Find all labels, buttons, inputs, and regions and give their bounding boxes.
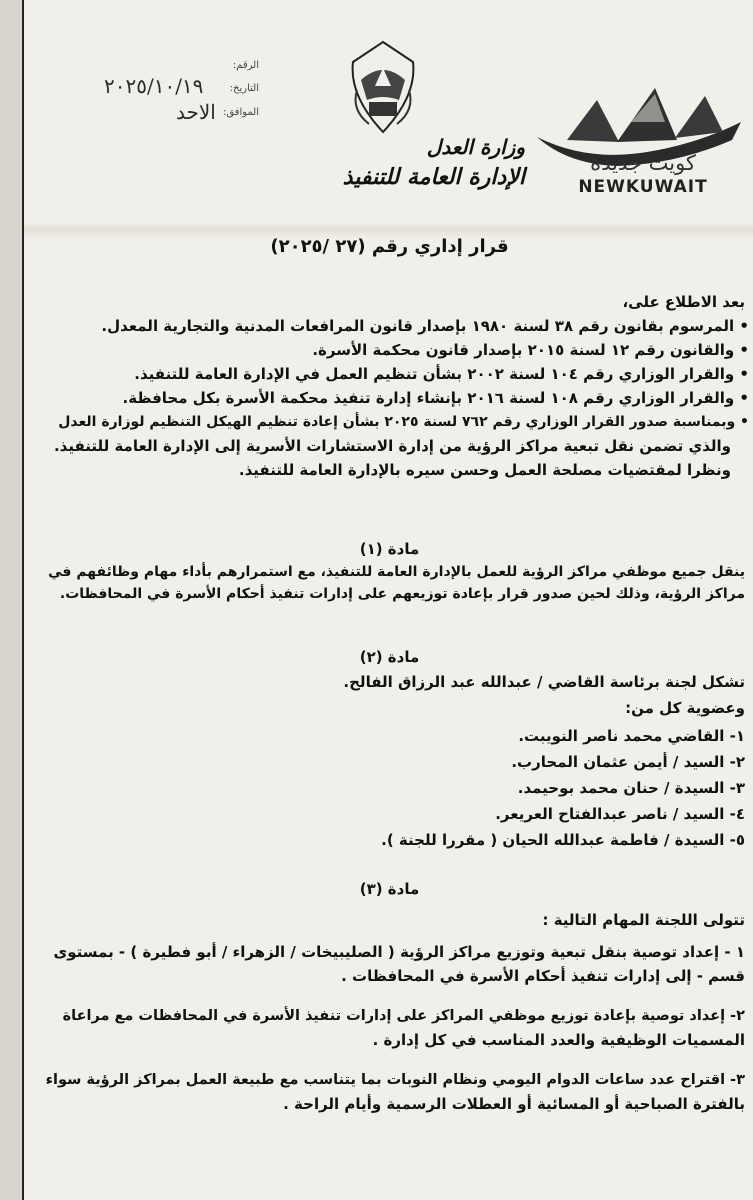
- handwritten-date: ٢٠٢٥/١٠/١٩: [104, 74, 204, 98]
- committee-member: ٤- السيد / ناصر عبدالفتاح العريعر.: [495, 805, 745, 823]
- corresponding-label: الموافق:: [222, 107, 259, 118]
- preamble-line: ونظرا لمقتضيات مصلحة العمل وحسن سيره بالإدارة العامة للتنفيذ.: [238, 461, 731, 479]
- preamble-line: • المرسوم بقانون رقم ٣٨ لسنة ١٩٨٠ بإصدار قانون المرافعات المدنية والتجارية المعدل.: [101, 317, 749, 335]
- tasks-intro: تتولى اللجنة المهام التالية :: [542, 911, 745, 929]
- preamble-line: • وبمناسبة صدور القرار الوزاري رقم ٧٦٢ لسنة ٢٠٢٥ بشأن إعادة تنظيم الهيكل التنظيم لوزارة العدل: [58, 414, 749, 430]
- preamble-line: • والقرار الوزاري رقم ١٠٨ لسنة ٢٠١٦ بإنشاء إدارة تنفيذ محكمة الأسرة بكل محافظة.: [122, 389, 749, 407]
- article-line: مراكز الرؤية، وذلك لحين صدور قرار بإعادة توزيعهم على إدارات تنفيذ أحكام الأسرة في المحافظات.: [59, 586, 745, 602]
- logo-text-english: NEWKUWAIT: [578, 177, 708, 197]
- committee-member: ٣- السيدة / حنان محمد بوحيمد.: [517, 779, 745, 797]
- committee-intro: تشكل لجنة برئاسة القاضي / عبدالله عبد الرزاق الفالح.: [343, 673, 745, 691]
- ministry-name: وزارة العدل: [426, 135, 525, 159]
- task-line: ١ - إعداد توصية بنقل تبعية وتوزيع مراكز الرؤية ( الصليبيخات / الزهراء / أبو فطيرة ) - بمستوى: [53, 943, 745, 961]
- article-2-heading: مادة (٢): [359, 648, 420, 666]
- decision-title: قرار إداري رقم (٢٧ /٢٠٢٥): [270, 236, 509, 257]
- logo-text-arabic: كويت جديدة: [590, 151, 696, 175]
- ref-label: الرقم:: [232, 60, 259, 71]
- task-line: المسميات الوظيفية والعدد المناسب في كل إدارة .: [372, 1031, 745, 1049]
- article-1-heading: مادة (١): [359, 540, 420, 558]
- handwritten-day: الاحد: [176, 100, 216, 124]
- task-line: بالفترة الصباحية أو المسائية أو العطلات الرسمية وأيام الراحة .: [283, 1095, 745, 1113]
- date-label: التاريخ:: [229, 83, 259, 94]
- kuwait-emblem-icon: [347, 40, 419, 136]
- new-kuwait-logo: [527, 82, 749, 192]
- document-page: [22, 0, 753, 1200]
- article-line: ينقل جميع موظفي مراكز الرؤية للعمل بالإدارة العامة للتنفيذ، مع استمرارهم بأداء مهام وظائفهم في: [48, 564, 745, 580]
- members-intro: وعضوية كل من:: [625, 699, 745, 717]
- preamble-line: • والقرار الوزاري رقم ١٠٤ لسنة ٢٠٠٢ بشأن تنظيم العمل في الإدارة العامة للتنفيذ.: [134, 365, 749, 383]
- preamble-line: • والقانون رقم ١٢ لسنة ٢٠١٥ بإصدار قانون محكمة الأسرة.: [312, 341, 749, 359]
- article-3-heading: مادة (٣): [359, 880, 420, 898]
- preamble-heading: بعد الاطلاع على،: [622, 293, 745, 311]
- committee-member: ٥- السيدة / فاطمة عبدالله الحيان ( مقررا للجنة ).: [381, 831, 745, 849]
- directorate-name: الإدارة العامة للتنفيذ: [342, 165, 525, 190]
- preamble-line: والذي تضمن نقل تبعية مراكز الرؤية من إدارة الاستشارات الأسرية إلى الإدارة العامة للتنفيذ.: [53, 437, 731, 455]
- task-line: قسم - إلى إدارات تنفيذ أحكام الأسرة في المحافظات .: [341, 967, 745, 985]
- committee-member: ١- القاضي محمد ناصر النويبت.: [518, 727, 745, 745]
- task-line: ٣- اقتراح عدد ساعات الدوام اليومي ونظام النوبات بما يتناسب مع طبيعة العمل بمراكز الرؤية سواء: [45, 1072, 745, 1088]
- task-line: ٢- إعداد توصية بإعادة توزيع موظفي المراكز على إدارات تنفيذ الأسرة في المحافظات مع مراعاة: [62, 1008, 745, 1024]
- committee-member: ٢- السيد / أيمن عثمان المحارب.: [511, 753, 745, 771]
